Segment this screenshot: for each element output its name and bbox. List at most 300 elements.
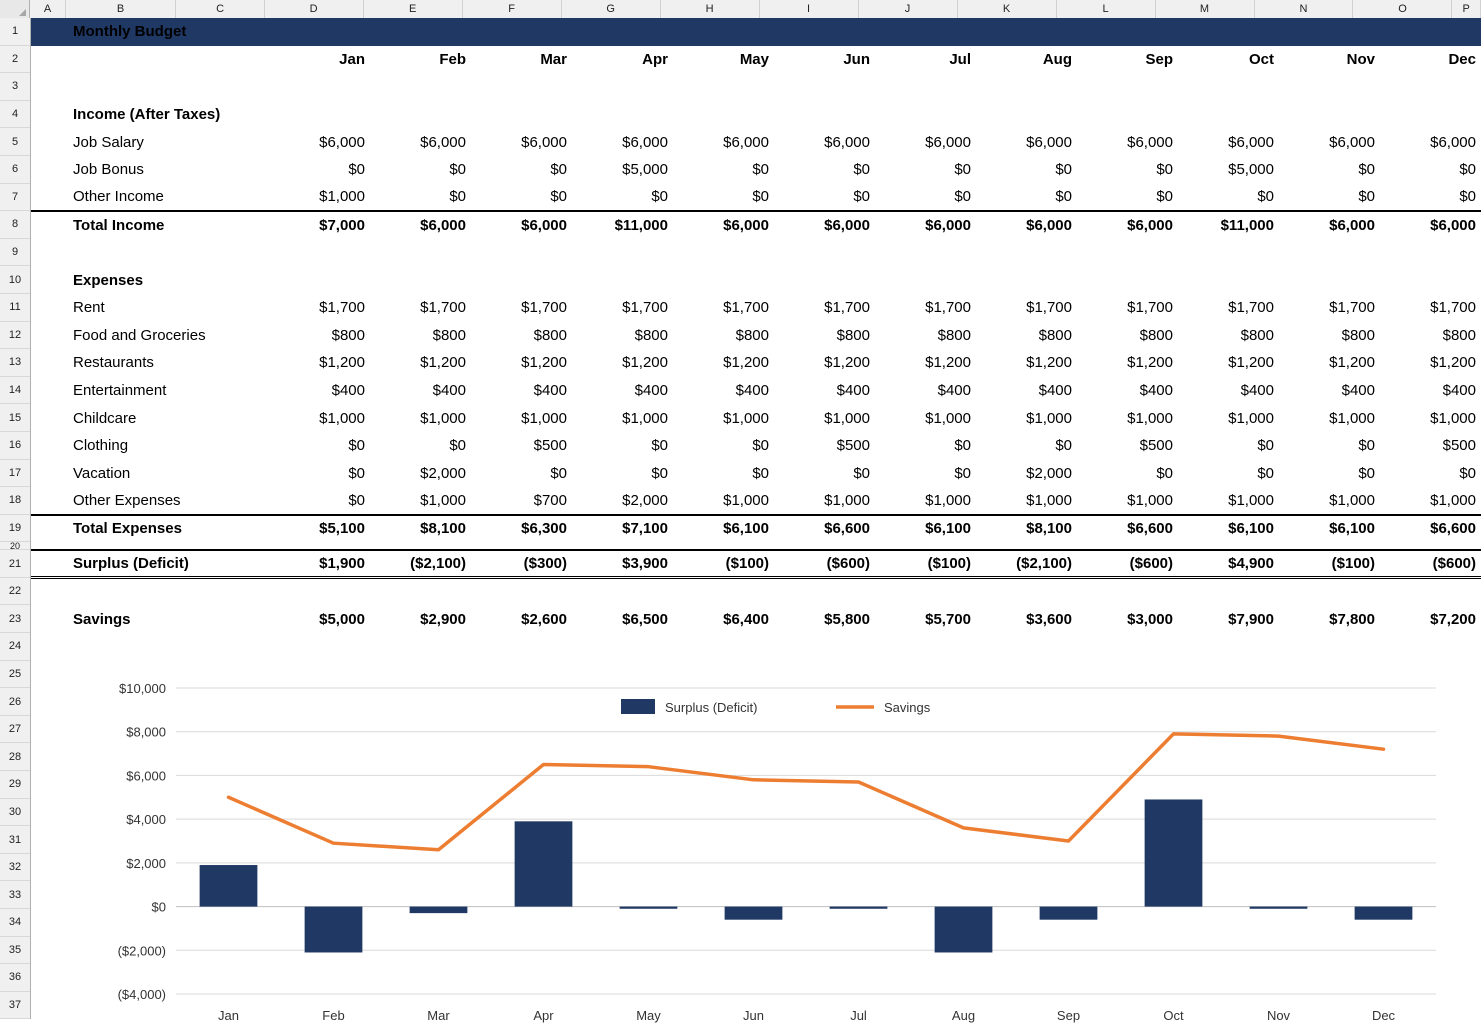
column-header-I[interactable]: I bbox=[760, 0, 859, 18]
cell-value[interactable]: $6,600 bbox=[1381, 515, 1481, 543]
cell-value[interactable]: $5,000 bbox=[622, 161, 668, 179]
cell-value[interactable]: $6,100 bbox=[1179, 515, 1280, 543]
cell-value[interactable]: $500 bbox=[1139, 437, 1173, 455]
table-row bbox=[31, 377, 1481, 405]
cell-value[interactable]: $1,200 bbox=[521, 354, 567, 372]
cell-value[interactable]: $0 bbox=[550, 161, 567, 179]
cell-value[interactable]: $400 bbox=[432, 382, 466, 400]
row-header-20[interactable]: 20 bbox=[0, 542, 30, 550]
chart-bar bbox=[305, 907, 363, 953]
cell-value[interactable]: $0 bbox=[550, 188, 567, 206]
cell-value[interactable]: $6,000 bbox=[1280, 211, 1381, 239]
cell-value[interactable]: $6,000 bbox=[977, 211, 1078, 239]
chart-bar bbox=[1040, 907, 1098, 920]
column-header-P[interactable]: P bbox=[1452, 0, 1480, 18]
cell-value[interactable]: $0 bbox=[752, 437, 769, 455]
row-label: Total Expenses bbox=[67, 515, 270, 543]
row-indent-cell bbox=[31, 294, 67, 322]
row-indent-cell bbox=[31, 128, 67, 156]
table-row bbox=[31, 432, 1481, 460]
column-header-G[interactable]: G bbox=[562, 0, 661, 18]
cell-value[interactable]: $1,000 bbox=[824, 409, 870, 427]
row-header-16[interactable]: 16 bbox=[0, 432, 30, 460]
cell-value[interactable]: $1,000 bbox=[1026, 491, 1072, 509]
column-header-row bbox=[0, 0, 1481, 18]
cell-value[interactable]: $1,000 bbox=[723, 409, 769, 427]
cell-value[interactable]: $6,000 bbox=[420, 133, 466, 151]
cell-value[interactable]: $1,200 bbox=[319, 354, 365, 372]
cell-value[interactable]: $500 bbox=[1442, 437, 1476, 455]
cell-value[interactable]: $1,200 bbox=[1026, 354, 1072, 372]
budget-chart[interactable] bbox=[61, 666, 1461, 1027]
cell-value[interactable]: $6,000 bbox=[622, 133, 668, 151]
cell-value[interactable]: $1,200 bbox=[1127, 354, 1173, 372]
x-axis-label: Oct bbox=[1163, 1008, 1184, 1023]
row-header-2[interactable]: 2 bbox=[0, 46, 30, 74]
spacer-row-3 bbox=[31, 73, 1481, 101]
cell-value[interactable]: $400 bbox=[735, 382, 769, 400]
row-label: Job Bonus bbox=[73, 161, 144, 179]
cell-value[interactable]: $0 bbox=[954, 437, 971, 455]
row-indent-cell bbox=[31, 460, 67, 488]
cell-value[interactable]: $0 bbox=[1156, 464, 1173, 482]
row-header-17[interactable]: 17 bbox=[0, 460, 30, 488]
row-header-23[interactable]: 23 bbox=[0, 605, 30, 633]
row-header-37[interactable]: 37 bbox=[0, 992, 30, 1020]
month-header-blank-b bbox=[67, 46, 270, 74]
cell-value[interactable]: ($100) bbox=[1280, 550, 1381, 578]
y-axis-label: ($2,000) bbox=[117, 943, 166, 959]
cell-value[interactable]: $800 bbox=[1442, 326, 1476, 344]
row-header-12[interactable]: 12 bbox=[0, 322, 30, 350]
chart-bar bbox=[830, 907, 888, 909]
cell-value[interactable]: $6,100 bbox=[1280, 515, 1381, 543]
column-header-F[interactable]: F bbox=[463, 0, 562, 18]
cell-value[interactable]: $0 bbox=[651, 188, 668, 206]
cell-value[interactable]: $8,100 bbox=[977, 515, 1078, 543]
row-header-18[interactable]: 18 bbox=[0, 487, 30, 515]
cell-value[interactable]: $0 bbox=[1055, 188, 1072, 206]
row-header-14[interactable]: 14 bbox=[0, 377, 30, 405]
row-label: Surplus (Deficit) bbox=[67, 550, 270, 578]
cell-value[interactable]: $800 bbox=[432, 326, 466, 344]
column-header-D[interactable]: D bbox=[265, 0, 364, 18]
chart-bar bbox=[515, 821, 573, 906]
cell-value[interactable]: ($600) bbox=[1381, 550, 1481, 578]
cell-value[interactable]: ($100) bbox=[674, 550, 775, 578]
row-header-30[interactable]: 30 bbox=[0, 799, 30, 827]
cell-value[interactable]: $7,200 bbox=[1430, 610, 1476, 628]
row-header-29[interactable]: 29 bbox=[0, 771, 30, 799]
row-indent-cell bbox=[31, 377, 67, 405]
y-axis-label: ($4,000) bbox=[117, 987, 166, 1002]
income-header-blank bbox=[31, 101, 67, 129]
cell-value[interactable]: $800 bbox=[1341, 326, 1375, 344]
cell-value[interactable]: $6,000 bbox=[1127, 133, 1173, 151]
cell-value[interactable]: $0 bbox=[954, 464, 971, 482]
cell-value[interactable]: $800 bbox=[533, 326, 567, 344]
cell-value[interactable]: $5,700 bbox=[925, 610, 971, 628]
cell-value[interactable]: $800 bbox=[1038, 326, 1072, 344]
x-axis-label: Mar bbox=[427, 1008, 450, 1023]
row-indent-cell bbox=[31, 156, 67, 184]
column-header-J[interactable]: J bbox=[859, 0, 958, 18]
cell-value[interactable]: $800 bbox=[735, 326, 769, 344]
cell-value[interactable]: $0 bbox=[752, 464, 769, 482]
cell-value[interactable]: $1,200 bbox=[622, 354, 668, 372]
table-row bbox=[31, 349, 1481, 377]
cell-value[interactable]: $0 bbox=[1358, 161, 1375, 179]
cell-value[interactable]: $6,000 bbox=[1078, 211, 1179, 239]
y-axis-label: $8,000 bbox=[126, 724, 166, 740]
select-all-corner[interactable] bbox=[0, 0, 30, 18]
cell-value[interactable]: $0 bbox=[954, 161, 971, 179]
column-header-O[interactable]: O bbox=[1353, 0, 1452, 18]
cell-value[interactable]: $400 bbox=[634, 382, 668, 400]
cell-value[interactable]: $500 bbox=[836, 437, 870, 455]
row-header-6[interactable]: 6 bbox=[0, 156, 30, 184]
cell-value[interactable]: $1,000 bbox=[824, 491, 870, 509]
cell-value[interactable]: $5,800 bbox=[824, 610, 870, 628]
cell-value[interactable]: $6,000 bbox=[876, 211, 977, 239]
cell-value[interactable]: $1,000 bbox=[1127, 409, 1173, 427]
spacer-row bbox=[31, 239, 1481, 267]
cell-value[interactable]: $0 bbox=[853, 188, 870, 206]
cell-value[interactable]: $1,200 bbox=[1329, 354, 1375, 372]
x-axis-label: Jul bbox=[850, 1008, 867, 1023]
cell-value[interactable]: $1,700 bbox=[925, 299, 971, 317]
cell-value[interactable]: $800 bbox=[937, 326, 971, 344]
cell-value[interactable]: $6,000 bbox=[674, 211, 775, 239]
cell-value[interactable]: $1,000 bbox=[1228, 491, 1274, 509]
cell-value[interactable]: $1,000 bbox=[420, 491, 466, 509]
cell-value[interactable]: $400 bbox=[331, 382, 365, 400]
cell-value[interactable]: $11,000 bbox=[1179, 211, 1280, 239]
row-header-33[interactable]: 33 bbox=[0, 881, 30, 909]
row-header-32[interactable]: 32 bbox=[0, 854, 30, 882]
cell-value[interactable]: $6,000 bbox=[723, 133, 769, 151]
cell-value[interactable]: $0 bbox=[1459, 161, 1476, 179]
chart-bar bbox=[200, 865, 258, 907]
spacer-row bbox=[31, 578, 1481, 606]
cell-value[interactable]: $1,700 bbox=[824, 299, 870, 317]
month-header-may: May bbox=[739, 50, 769, 68]
cell-value[interactable]: $6,300 bbox=[472, 515, 573, 543]
cell-value[interactable]: $1,200 bbox=[925, 354, 971, 372]
column-header-A[interactable]: A bbox=[30, 0, 65, 18]
legend-label-surplus: Surplus (Deficit) bbox=[665, 700, 758, 715]
cell-value[interactable]: $6,000 bbox=[824, 133, 870, 151]
cell-value[interactable]: $1,700 bbox=[319, 299, 365, 317]
cell-value[interactable]: $7,900 bbox=[1228, 610, 1274, 628]
row-header-26[interactable]: 26 bbox=[0, 688, 30, 716]
cell-value[interactable]: $800 bbox=[1240, 326, 1274, 344]
row-header-7[interactable]: 7 bbox=[0, 184, 30, 212]
cell-value[interactable]: $6,000 bbox=[1228, 133, 1274, 151]
cell-value[interactable]: $800 bbox=[331, 326, 365, 344]
cell-value[interactable]: $2,000 bbox=[622, 491, 668, 509]
cell-value[interactable]: $0 bbox=[348, 437, 365, 455]
cell-value[interactable]: ($600) bbox=[775, 550, 876, 578]
row-header-28[interactable]: 28 bbox=[0, 743, 30, 771]
x-axis-label: Aug bbox=[951, 1008, 976, 1023]
row-header-column bbox=[0, 18, 31, 1019]
row-label: Job Salary bbox=[73, 133, 144, 151]
cell-value[interactable]: $2,600 bbox=[521, 610, 567, 628]
cell-value[interactable]: $400 bbox=[1442, 382, 1476, 400]
column-header-E[interactable]: E bbox=[364, 0, 463, 18]
cell-value[interactable]: $6,400 bbox=[723, 610, 769, 628]
cell-value[interactable]: $1,200 bbox=[1228, 354, 1274, 372]
cell-value[interactable]: $1,700 bbox=[622, 299, 668, 317]
cell-value[interactable]: $11,000 bbox=[573, 211, 674, 239]
cell-value[interactable]: $0 bbox=[1257, 437, 1274, 455]
cell-value[interactable]: $6,100 bbox=[876, 515, 977, 543]
cell-value[interactable]: $5,100 bbox=[270, 515, 371, 543]
row-indent-cell bbox=[31, 211, 67, 239]
cell-value[interactable]: $4,900 bbox=[1179, 550, 1280, 578]
title-spacer-cell bbox=[31, 18, 67, 46]
cell-value[interactable]: $5,000 bbox=[319, 610, 365, 628]
cell-value[interactable]: $1,000 bbox=[319, 188, 365, 206]
row-header-24[interactable]: 24 bbox=[0, 633, 30, 661]
row-header-31[interactable]: 31 bbox=[0, 826, 30, 854]
row-header-34[interactable]: 34 bbox=[0, 909, 30, 937]
income-section-header: Income (After Taxes) bbox=[73, 106, 221, 124]
row-header-4[interactable]: 4 bbox=[0, 101, 30, 129]
row-header-22[interactable]: 22 bbox=[0, 578, 30, 606]
cell-value[interactable]: $2,000 bbox=[1026, 464, 1072, 482]
cell-value[interactable]: ($2,100) bbox=[977, 550, 1078, 578]
cell-value[interactable]: $1,700 bbox=[420, 299, 466, 317]
cell-value[interactable]: $6,000 bbox=[925, 133, 971, 151]
cell-value[interactable]: $8,100 bbox=[371, 515, 472, 543]
cell-value[interactable]: $1,200 bbox=[1430, 354, 1476, 372]
cell-value[interactable]: $6,000 bbox=[472, 211, 573, 239]
cell-value[interactable]: $400 bbox=[1341, 382, 1375, 400]
cell-value[interactable]: $7,000 bbox=[270, 211, 371, 239]
cell-value[interactable]: $0 bbox=[1055, 161, 1072, 179]
cell-value[interactable]: $0 bbox=[1459, 188, 1476, 206]
cell-value[interactable]: $1,000 bbox=[1026, 409, 1072, 427]
cell-value[interactable]: $3,600 bbox=[1026, 610, 1072, 628]
row-header-5[interactable]: 5 bbox=[0, 128, 30, 156]
cell-value[interactable]: $3,000 bbox=[1127, 610, 1173, 628]
cell-value[interactable]: $6,000 bbox=[1430, 133, 1476, 151]
cell-value[interactable]: $0 bbox=[1459, 464, 1476, 482]
expenses-section-header: Expenses bbox=[73, 271, 144, 289]
column-header-B[interactable]: B bbox=[66, 0, 177, 18]
cell-value[interactable]: $2,900 bbox=[420, 610, 466, 628]
row-header-21[interactable]: 21 bbox=[0, 550, 30, 578]
chart-bar bbox=[1355, 907, 1413, 920]
cell-value[interactable]: $1,200 bbox=[723, 354, 769, 372]
cell-value[interactable]: $2,000 bbox=[420, 464, 466, 482]
column-header-M[interactable]: M bbox=[1156, 0, 1255, 18]
cell-value[interactable]: $1,000 bbox=[622, 409, 668, 427]
table-row bbox=[31, 128, 1481, 156]
spacer-cell bbox=[31, 578, 1481, 606]
cell-value[interactable]: $400 bbox=[937, 382, 971, 400]
column-header-C[interactable]: C bbox=[176, 0, 264, 18]
cell-value[interactable]: $6,100 bbox=[674, 515, 775, 543]
cell-value[interactable]: $400 bbox=[533, 382, 567, 400]
cell-value[interactable]: $1,200 bbox=[420, 354, 466, 372]
legend-label-savings: Savings bbox=[884, 700, 931, 715]
row-indent-cell bbox=[31, 605, 67, 633]
cell-value[interactable]: $0 bbox=[449, 437, 466, 455]
cell-value[interactable]: $500 bbox=[533, 437, 567, 455]
cell-value[interactable]: $6,600 bbox=[775, 515, 876, 543]
cell-value[interactable]: $0 bbox=[1358, 437, 1375, 455]
cell-value[interactable]: $0 bbox=[550, 464, 567, 482]
column-header-H[interactable]: H bbox=[661, 0, 760, 18]
cell-value[interactable]: $0 bbox=[752, 188, 769, 206]
row-label: Vacation bbox=[73, 464, 131, 482]
cell-value[interactable]: $1,700 bbox=[1228, 299, 1274, 317]
cell-value[interactable]: $800 bbox=[1139, 326, 1173, 344]
cell-value[interactable]: $1,000 bbox=[925, 491, 971, 509]
table-row bbox=[31, 294, 1481, 322]
cell-value[interactable]: $0 bbox=[651, 464, 668, 482]
cell-value[interactable]: $0 bbox=[1055, 437, 1072, 455]
row-header-3[interactable]: 3 bbox=[0, 73, 30, 101]
cell-value[interactable]: $0 bbox=[651, 437, 668, 455]
cell-value[interactable]: $0 bbox=[348, 491, 365, 509]
cell-value[interactable]: $1,700 bbox=[1329, 299, 1375, 317]
column-header-K[interactable]: K bbox=[958, 0, 1057, 18]
cell-value[interactable]: $6,000 bbox=[371, 211, 472, 239]
month-header-sep: Sep bbox=[1145, 50, 1173, 68]
x-axis-label: Apr bbox=[533, 1008, 554, 1023]
cell-value[interactable]: $1,000 bbox=[1329, 409, 1375, 427]
cell-value[interactable]: $1,000 bbox=[1228, 409, 1274, 427]
cell-value[interactable]: $1,000 bbox=[420, 409, 466, 427]
cell-value[interactable]: $1,700 bbox=[723, 299, 769, 317]
cell-value[interactable]: $400 bbox=[1139, 382, 1173, 400]
cell-value[interactable]: $0 bbox=[449, 188, 466, 206]
row-header-9[interactable]: 9 bbox=[0, 239, 30, 267]
row-label: Entertainment bbox=[73, 382, 167, 400]
cell-value[interactable]: ($600) bbox=[1078, 550, 1179, 578]
cell-value[interactable]: $0 bbox=[1358, 464, 1375, 482]
cell-value[interactable]: $0 bbox=[752, 161, 769, 179]
cell-value[interactable]: $6,000 bbox=[1381, 211, 1481, 239]
cell-value[interactable]: $0 bbox=[348, 464, 365, 482]
month-header-jun: Jun bbox=[843, 50, 870, 68]
cell-value[interactable]: $1,000 bbox=[1329, 491, 1375, 509]
cell-value[interactable]: $3,900 bbox=[573, 550, 674, 578]
row-header-11[interactable]: 11 bbox=[0, 294, 30, 322]
cell-value[interactable]: $0 bbox=[1257, 188, 1274, 206]
cell-value[interactable]: $6,500 bbox=[622, 610, 668, 628]
column-header-N[interactable]: N bbox=[1255, 0, 1354, 18]
cell-value[interactable]: ($2,100) bbox=[371, 550, 472, 578]
cell-value[interactable]: $0 bbox=[348, 161, 365, 179]
budget-table bbox=[31, 18, 1481, 633]
cell-value[interactable]: $7,100 bbox=[573, 515, 674, 543]
cell-value[interactable]: $1,700 bbox=[1430, 299, 1476, 317]
row-indent-cell bbox=[31, 550, 67, 578]
table-row bbox=[31, 322, 1481, 350]
row-indent-cell bbox=[31, 349, 67, 377]
cell-value[interactable]: $6,000 bbox=[775, 211, 876, 239]
cell-value[interactable]: $6,000 bbox=[521, 133, 567, 151]
cell-value[interactable]: $6,600 bbox=[1078, 515, 1179, 543]
cell-value[interactable]: $0 bbox=[449, 161, 466, 179]
cell-value[interactable]: $6,000 bbox=[1026, 133, 1072, 151]
sheet-title: Monthly Budget bbox=[67, 18, 1481, 46]
y-axis-label: $0 bbox=[151, 899, 166, 915]
row-indent-cell bbox=[31, 322, 67, 350]
row-label: Total Income bbox=[67, 211, 270, 239]
cell-value[interactable]: $1,000 bbox=[319, 409, 365, 427]
spacer-cell bbox=[31, 239, 1481, 267]
cell-value[interactable]: $0 bbox=[1358, 188, 1375, 206]
cell-value[interactable]: $700 bbox=[533, 491, 567, 509]
cell-value[interactable]: $1,000 bbox=[723, 491, 769, 509]
cell-value[interactable]: $400 bbox=[1240, 382, 1274, 400]
cell-value[interactable]: $1,000 bbox=[521, 409, 567, 427]
cell-value[interactable]: $0 bbox=[954, 188, 971, 206]
cell-value[interactable]: $1,700 bbox=[1026, 299, 1072, 317]
row-header-15[interactable]: 15 bbox=[0, 404, 30, 432]
row-header-35[interactable]: 35 bbox=[0, 937, 30, 965]
row-header-8[interactable]: 8 bbox=[0, 211, 30, 239]
cell-value[interactable]: $7,800 bbox=[1329, 610, 1375, 628]
cell-value[interactable]: $0 bbox=[1156, 161, 1173, 179]
spacer-cell bbox=[31, 542, 1481, 550]
cell-value[interactable]: $400 bbox=[836, 382, 870, 400]
cell-value[interactable]: $1,000 bbox=[925, 409, 971, 427]
cell-value[interactable]: $1,000 bbox=[1430, 409, 1476, 427]
column-header-L[interactable]: L bbox=[1057, 0, 1156, 18]
row-header-25[interactable]: 25 bbox=[0, 661, 30, 689]
cell-value[interactable]: $1,900 bbox=[270, 550, 371, 578]
x-axis-label: Jan bbox=[218, 1008, 239, 1023]
cell-value[interactable]: $1,000 bbox=[1127, 491, 1173, 509]
cell-value[interactable]: $800 bbox=[634, 326, 668, 344]
cell-value[interactable]: $6,000 bbox=[1329, 133, 1375, 151]
row-header-1[interactable]: 1 bbox=[0, 18, 30, 46]
cell-value[interactable]: $5,000 bbox=[1228, 161, 1274, 179]
y-axis-label: $4,000 bbox=[126, 812, 166, 828]
cell-value[interactable]: $1,700 bbox=[1127, 299, 1173, 317]
income-section-header-row bbox=[31, 101, 1481, 129]
row-header-13[interactable]: 13 bbox=[0, 349, 30, 377]
cell-value[interactable]: $1,700 bbox=[521, 299, 567, 317]
cell-value[interactable]: ($100) bbox=[876, 550, 977, 578]
cell-value[interactable]: $0 bbox=[853, 464, 870, 482]
x-axis-label: Feb bbox=[322, 1008, 345, 1023]
cell-value[interactable]: $6,000 bbox=[319, 133, 365, 151]
row-header-10[interactable]: 10 bbox=[0, 266, 30, 294]
cell-value[interactable]: $400 bbox=[1038, 382, 1072, 400]
cell-value[interactable]: ($300) bbox=[472, 550, 573, 578]
row-header-19[interactable]: 19 bbox=[0, 515, 30, 543]
x-axis-label: Dec bbox=[1371, 1008, 1396, 1023]
cell-value[interactable]: $0 bbox=[1257, 464, 1274, 482]
legend-swatch-surplus bbox=[621, 699, 655, 714]
cell-value[interactable]: $1,200 bbox=[824, 354, 870, 372]
cell-value[interactable]: $0 bbox=[1156, 188, 1173, 206]
cell-value[interactable]: $1,000 bbox=[1430, 491, 1476, 509]
row-header-27[interactable]: 27 bbox=[0, 716, 30, 744]
chart-bar bbox=[410, 907, 468, 914]
cell-value[interactable]: $800 bbox=[836, 326, 870, 344]
row-header-36[interactable]: 36 bbox=[0, 964, 30, 992]
cell-value[interactable]: $0 bbox=[853, 161, 870, 179]
